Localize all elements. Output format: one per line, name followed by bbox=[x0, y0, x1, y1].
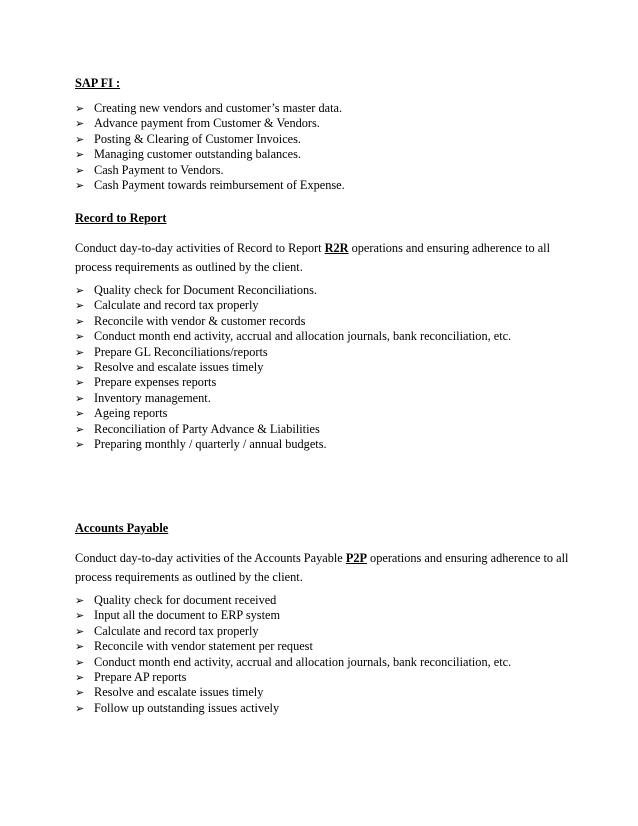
arrow-bullet-icon: ➢ bbox=[75, 179, 85, 193]
list-item: ➢ Inventory management. bbox=[75, 390, 211, 405]
list-item: ➢ Resolve and escalate issues timely bbox=[75, 360, 264, 375]
ap-heading: Accounts Payable bbox=[75, 521, 169, 535]
arrow-bullet-icon: ➢ bbox=[75, 407, 85, 421]
list-item: ➢ Advance payment from Customer & Vendors. bbox=[75, 116, 320, 131]
list-item: ➢ Calculate and record tax properly bbox=[75, 298, 259, 313]
sap-fi-heading: SAP FI : bbox=[75, 76, 121, 90]
arrow-bullet-icon: ➢ bbox=[75, 671, 85, 685]
list-item: ➢ Reconcile with vendor & customer records bbox=[75, 313, 306, 328]
arrow-bullet-icon: ➢ bbox=[75, 148, 85, 162]
r2r-code: R2R bbox=[324, 241, 349, 255]
list-item: ➢ Calculate and record tax properly bbox=[75, 623, 259, 638]
arrow-bullet-icon: ➢ bbox=[75, 163, 85, 177]
arrow-bullet-icon: ➢ bbox=[75, 422, 85, 436]
arrow-bullet-icon: ➢ bbox=[75, 701, 85, 715]
arrow-bullet-icon: ➢ bbox=[75, 361, 85, 375]
list-item: ➢ Ageing reports bbox=[75, 406, 168, 421]
list-item: ➢ Quality check for document received bbox=[75, 593, 277, 607]
r2r-section bbox=[75, 210, 575, 452]
ap-list bbox=[75, 593, 575, 716]
ap-section bbox=[75, 520, 575, 716]
list-item: ➢ Creating new vendors and customer’s master data. bbox=[75, 101, 343, 115]
p2p-code: P2P bbox=[345, 551, 367, 565]
list-item: ➢ Prepare AP reports bbox=[75, 670, 187, 685]
ap-intro: Conduct day-to-day activities of the Accounts Payable P2P operations and ensuring adherence to all process requirements as outlined by the client. bbox=[75, 551, 569, 584]
arrow-bullet-icon: ➢ bbox=[75, 314, 85, 328]
r2r-intro: Conduct day-to-day activities of Record to Report R2R operations and ensuring adherence to all process requirements as outlined by the client. bbox=[75, 241, 551, 274]
arrow-bullet-icon: ➢ bbox=[75, 624, 85, 638]
list-item: ➢ Follow up outstanding issues actively bbox=[75, 700, 280, 715]
sap-fi-section bbox=[75, 75, 575, 193]
arrow-bullet-icon: ➢ bbox=[75, 376, 85, 390]
list-item: ➢ Reconcile with vendor statement per request bbox=[75, 639, 313, 654]
list-item: ➢ Cash Payment to Vendors. bbox=[75, 162, 224, 177]
list-item: ➢ Posting & Clearing of Customer Invoices. bbox=[75, 131, 301, 146]
list-item: ➢ Conduct month end activity, accrual and allocation journals, bank reconciliation, etc. bbox=[75, 654, 512, 669]
sap-fi-list bbox=[75, 101, 575, 193]
arrow-bullet-icon: ➢ bbox=[75, 102, 85, 115]
arrow-bullet-icon: ➢ bbox=[75, 132, 85, 146]
list-item: ➢ Preparing monthly / quarterly / annual budgets. bbox=[75, 437, 327, 452]
list-item: ➢ Prepare GL Reconciliations/reports bbox=[75, 344, 268, 359]
arrow-bullet-icon: ➢ bbox=[75, 594, 85, 607]
list-item: ➢ Input all the document to ERP system bbox=[75, 608, 281, 623]
arrow-bullet-icon: ➢ bbox=[75, 391, 85, 405]
list-item: ➢ Managing customer outstanding balances. bbox=[75, 147, 301, 162]
arrow-bullet-icon: ➢ bbox=[75, 686, 85, 700]
list-item: ➢ Quality check for Document Reconciliations. bbox=[75, 283, 317, 297]
arrow-bullet-icon: ➢ bbox=[75, 609, 85, 623]
r2r-list bbox=[75, 283, 575, 452]
list-item: ➢ Resolve and escalate issues timely bbox=[75, 685, 264, 700]
r2r-heading: Record to Report bbox=[75, 211, 167, 225]
arrow-bullet-icon: ➢ bbox=[75, 345, 85, 359]
arrow-bullet-icon: ➢ bbox=[75, 284, 85, 297]
list-item: ➢ Reconciliation of Party Advance & Liabilities bbox=[75, 421, 320, 436]
arrow-bullet-icon: ➢ bbox=[75, 299, 85, 313]
arrow-bullet-icon: ➢ bbox=[75, 117, 85, 131]
list-item: ➢ Cash Payment towards reimbursement of Expense. bbox=[75, 178, 345, 193]
arrow-bullet-icon: ➢ bbox=[75, 655, 85, 669]
arrow-bullet-icon: ➢ bbox=[75, 640, 85, 654]
list-item: ➢ Conduct month end activity, accrual and allocation journals, bank reconciliation, etc. bbox=[75, 329, 512, 344]
arrow-bullet-icon: ➢ bbox=[75, 438, 85, 452]
arrow-bullet-icon: ➢ bbox=[75, 330, 85, 344]
list-item: ➢ Prepare expenses reports bbox=[75, 375, 217, 390]
